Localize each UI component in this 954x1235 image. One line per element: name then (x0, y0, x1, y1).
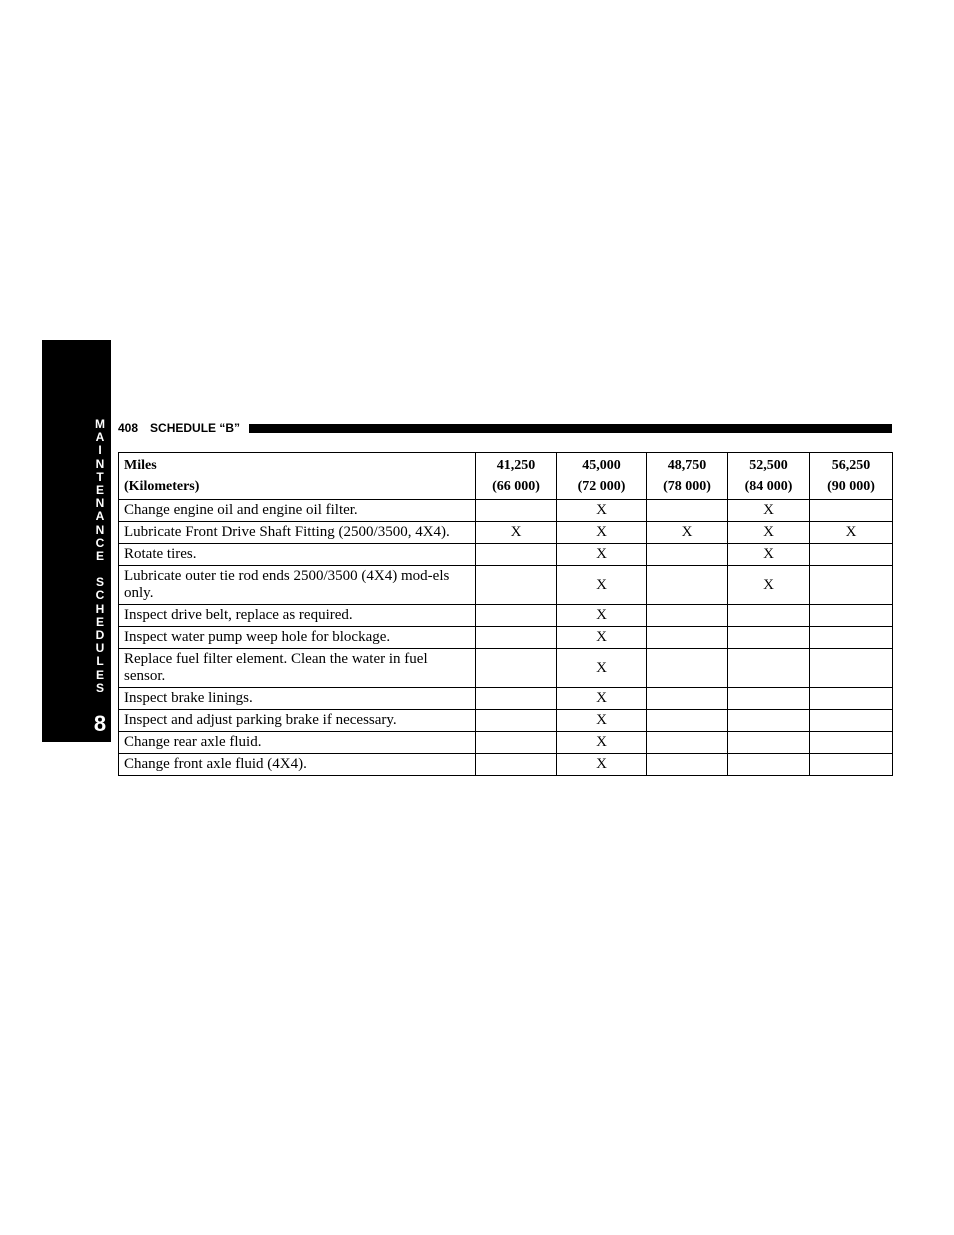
mark-cell: X (557, 754, 647, 776)
interval-label-cell (119, 453, 476, 500)
mark-cell (476, 754, 557, 776)
chapter-number: 8 (93, 711, 107, 736)
task-cell: Inspect water pump weep hole for blockage. (119, 627, 476, 649)
side-letter: H (95, 601, 105, 616)
mark-cell: X (557, 627, 647, 649)
page-number: 408 (118, 421, 139, 435)
task-cell: Change front axle fluid (4X4). (119, 754, 476, 776)
mark-cell: X (647, 522, 728, 544)
interval-miles: 52,500 (749, 458, 788, 473)
side-letter: N (95, 456, 105, 471)
interval-km: (78 000) (663, 479, 711, 494)
task-cell: Lubricate outer tie rod ends 2500/3500 (4X4) mod-els only. (119, 566, 476, 605)
mark-cell (810, 627, 893, 649)
mark-cell: X (557, 649, 647, 688)
page-header (118, 418, 892, 438)
mark-cell (810, 605, 893, 627)
side-letter: L (96, 654, 104, 669)
table-row (119, 732, 893, 754)
table-header-row (119, 453, 893, 500)
side-letter: C (95, 535, 105, 550)
maintenance-schedule-table (118, 452, 893, 776)
kilometers-label: (Kilometers) (124, 479, 200, 494)
mark-cell: X (557, 710, 647, 732)
mark-cell: X (557, 522, 647, 544)
mark-cell (728, 688, 810, 710)
mark-cell (647, 754, 728, 776)
mark-cell: X (557, 566, 647, 605)
mark-cell (647, 566, 728, 605)
mark-cell (647, 605, 728, 627)
interval-column-header (810, 453, 893, 500)
mark-cell (810, 754, 893, 776)
interval-miles: 41,250 (496, 458, 536, 473)
mark-cell (647, 649, 728, 688)
mark-cell (476, 566, 557, 605)
side-letter: N (95, 522, 105, 537)
mark-cell (728, 732, 810, 754)
table-row (119, 605, 893, 627)
table-row (119, 544, 893, 566)
table-row (119, 754, 893, 776)
mark-cell: X (728, 500, 810, 522)
mark-cell (476, 500, 557, 522)
interval-column-header (476, 453, 557, 500)
mark-cell (647, 688, 728, 710)
chapter-side-label (90, 418, 110, 695)
mark-cell (476, 710, 557, 732)
side-letter: E (95, 614, 104, 629)
mark-cell: X (728, 544, 810, 566)
interval-miles: 56,250 (831, 458, 871, 473)
table-row (119, 500, 893, 522)
table-row (119, 627, 893, 649)
mark-cell (810, 566, 893, 605)
mark-cell (647, 710, 728, 732)
mark-cell: X (557, 605, 647, 627)
mark-cell (810, 500, 893, 522)
task-cell: Change rear axle fluid. (119, 732, 476, 754)
side-letter: U (95, 641, 105, 656)
table-row (119, 688, 893, 710)
side-letter: I (98, 443, 102, 458)
mark-cell (728, 627, 810, 649)
mark-cell (647, 544, 728, 566)
mark-cell (810, 710, 893, 732)
interval-km: (90 000) (827, 479, 875, 494)
mark-cell (728, 710, 810, 732)
mark-cell (647, 627, 728, 649)
table-row (119, 649, 893, 688)
task-cell: Inspect drive belt, replace as required. (119, 605, 476, 627)
mark-cell: X (557, 688, 647, 710)
side-letter: A (95, 509, 105, 524)
interval-km: (72 000) (577, 479, 626, 494)
mark-cell: X (476, 522, 557, 544)
side-letter: E (95, 549, 104, 564)
side-letter: A (95, 430, 105, 445)
table-row (119, 710, 893, 732)
mark-cell (810, 732, 893, 754)
page-title: SCHEDULE “B” (150, 421, 241, 435)
interval-miles: 48,750 (667, 458, 707, 473)
side-letter: E (95, 483, 104, 498)
mark-cell (728, 754, 810, 776)
mark-cell (476, 544, 557, 566)
task-cell: Change engine oil and engine oil filter. (119, 500, 476, 522)
mark-cell (728, 649, 810, 688)
table-row (119, 522, 893, 544)
mark-cell (476, 649, 557, 688)
mark-cell: X (557, 544, 647, 566)
mark-cell (476, 688, 557, 710)
side-letter: D (95, 628, 105, 643)
interval-miles: 45,000 (582, 458, 621, 473)
mark-cell (810, 544, 893, 566)
mark-cell: X (728, 566, 810, 605)
interval-column-header (647, 453, 728, 500)
task-cell: Inspect brake linings. (119, 688, 476, 710)
side-letter: S (95, 575, 104, 590)
side-letter: C (95, 588, 105, 603)
side-letter: S (95, 680, 104, 695)
mark-cell (476, 627, 557, 649)
mark-cell: X (557, 500, 647, 522)
table-row (119, 566, 893, 605)
mark-cell (476, 605, 557, 627)
mark-cell (810, 688, 893, 710)
task-cell: Lubricate Front Drive Shaft Fitting (2500/3500, 4X4). (119, 522, 476, 544)
mark-cell (647, 500, 728, 522)
interval-km: (84 000) (744, 479, 793, 494)
side-letter: E (95, 667, 104, 682)
mark-cell (810, 649, 893, 688)
mark-cell: X (728, 522, 810, 544)
side-letter: T (96, 469, 104, 484)
mark-cell: X (810, 522, 893, 544)
mark-cell (647, 732, 728, 754)
miles-label: Miles (124, 458, 157, 473)
mark-cell: X (557, 732, 647, 754)
side-letter: M (95, 417, 105, 431)
mark-cell (728, 605, 810, 627)
task-cell: Replace fuel filter element. Clean the water in fuel sensor. (119, 649, 476, 688)
task-cell: Rotate tires. (119, 544, 476, 566)
interval-column-header (728, 453, 810, 500)
task-cell: Inspect and adjust parking brake if necessary. (119, 710, 476, 732)
interval-column-header (557, 453, 647, 500)
interval-km: (66 000) (492, 479, 540, 494)
side-letter: N (95, 496, 105, 511)
mark-cell (476, 732, 557, 754)
header-rule (249, 424, 892, 433)
